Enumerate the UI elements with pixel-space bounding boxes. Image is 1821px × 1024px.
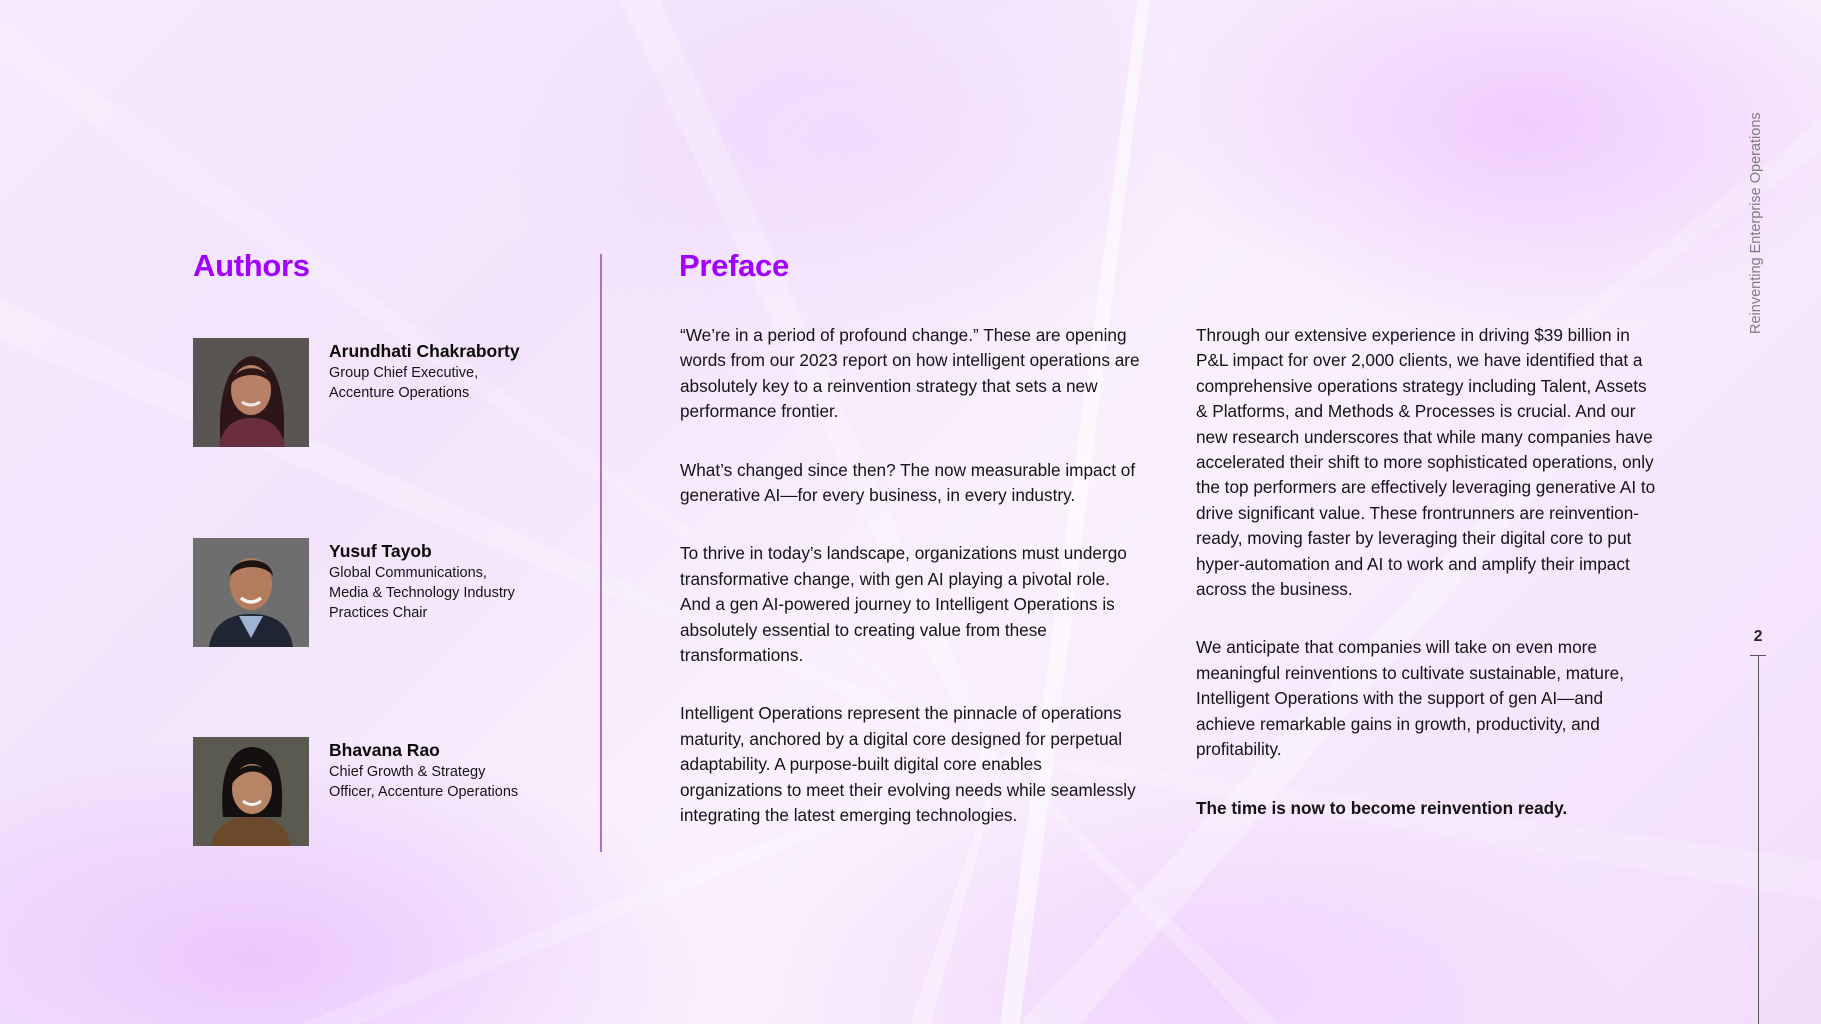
- author-card-bhavana-rao: [329, 739, 529, 802]
- page-number: 2: [1753, 628, 1763, 645]
- author-photo-arundhati-chakraborty: [193, 338, 309, 447]
- author-title: Chief Growth & Strategy Officer, Accenture Operations: [329, 764, 519, 800]
- author-name: Arundhati Chakraborty: [329, 341, 520, 361]
- preface-right-column: [1196, 323, 1656, 854]
- preface-paragraph: We anticipate that companies will take on even more meaningful reinventions to cultivate sustainable, mature, Intelligent Operations with the support of gen AI—and achieve remarkable gains in growth, productivity, and profitability.: [1196, 637, 1625, 760]
- preface-paragraph: “We’re in a period of profound change.” These are opening words from our 2023 report on how intelligent operations are absolutely key to a reinvention strategy that sets a new performance frontier.: [680, 325, 1140, 422]
- preface-paragraph: Intelligent Operations represent the pinnacle of operations maturity, anchored by a digital core designed for perpetual adaptability. A purpose-built digital core enables organizations to meet their evolving needs while seamlessly integrating the latest emerging technologies.: [680, 703, 1136, 826]
- report-side-title: Reinventing Enterprise Operations: [1748, 112, 1764, 334]
- author-card-yusuf-tayob: [329, 540, 529, 623]
- authors-heading: Authors: [193, 248, 310, 283]
- author-title: Global Communications, Media & Technology Industry Practices Chair: [329, 565, 515, 621]
- preface-heading: Preface: [679, 248, 789, 283]
- portrait-image: [193, 338, 309, 447]
- preface-paragraph: What’s changed since then? The now measurable impact of generative AI—for every business, in every industry.: [680, 459, 1136, 506]
- author-title: Group Chief Executive, Accenture Operations: [329, 365, 479, 401]
- portrait-image: [193, 538, 309, 647]
- author-name: Bhavana Rao: [329, 740, 440, 760]
- author-photo-bhavana-rao: [193, 737, 309, 846]
- author-photo-yusuf-tayob: [193, 538, 309, 647]
- page-number-line: [1758, 656, 1759, 1024]
- preface-paragraph: Through our extensive experience in driving $39 billion in P&L impact for over 2,000 clients, we have identified that a comprehensive operations strategy including Talent, Assets & Platforms, and Methods & Processes is crucial. And our new research underscores that while many companies have accelerated their shift to more sophisticated operations, only the top performers are effectively leveraging generative AI to drive significant value. These frontrunners are reinvention-ready, moving faster by leveraging their digital core to put hyper-automation and AI to work and amplify their impact across the business.: [1196, 325, 1656, 600]
- column-divider: [600, 254, 602, 852]
- preface-closing-statement: The time is now to become reinvention ready.: [1196, 797, 1568, 818]
- portrait-image: [193, 737, 309, 846]
- preface-left-column: [680, 323, 1140, 862]
- preface-paragraph: To thrive in today’s landscape, organizations must undergo transformative change, with gen AI playing a pivotal role. And a gen AI-powered journey to Intelligent Operations is absolutely essential to creating value from these transformations.: [680, 543, 1127, 666]
- author-card-arundhati-chakraborty: [329, 340, 529, 403]
- author-name: Yusuf Tayob: [329, 541, 432, 561]
